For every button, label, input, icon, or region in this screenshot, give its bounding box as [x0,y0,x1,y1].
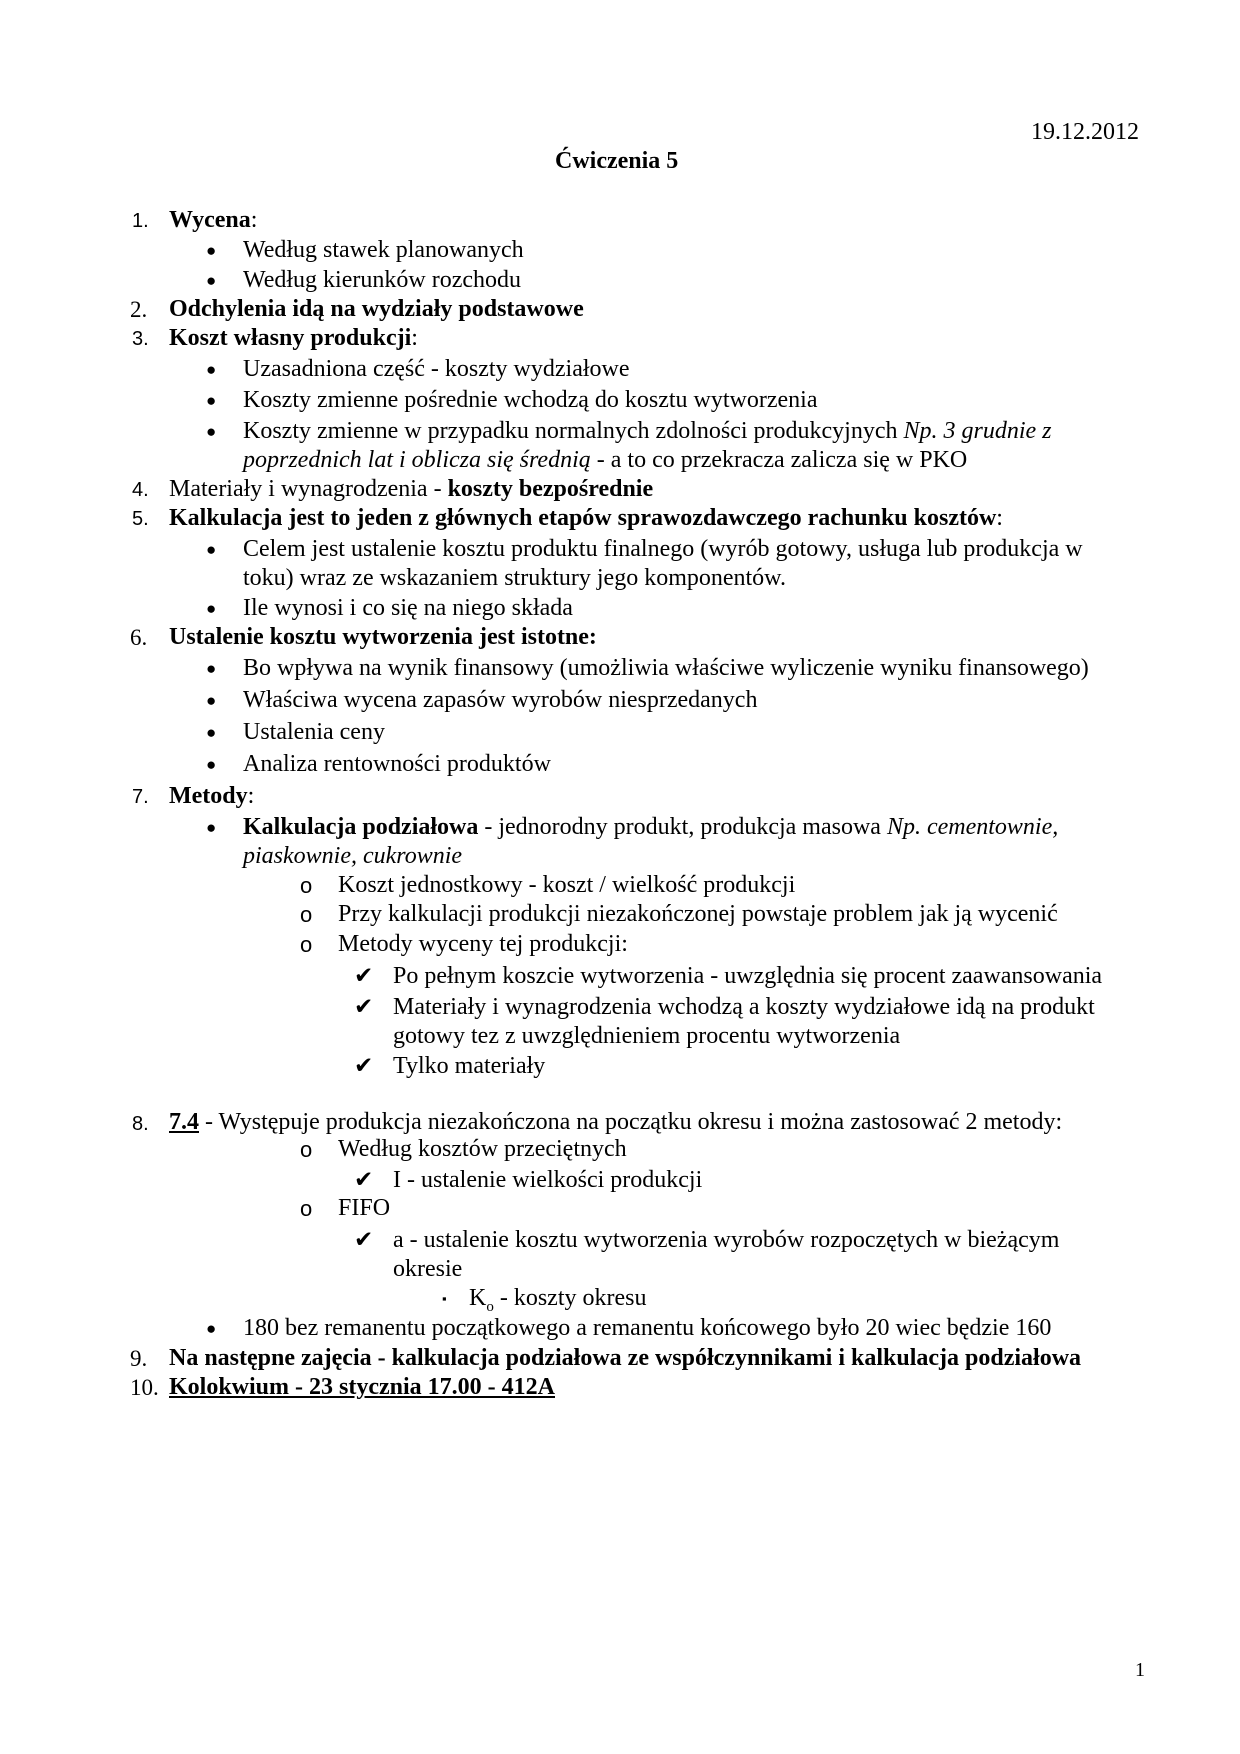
item3-heading: Koszt własny produkcji: [169,325,418,351]
check-icon: ✔ [354,1227,374,1252]
list-number-3: 3. [132,328,149,350]
sub-list-item: Według kosztów przeciętnych [338,1136,627,1162]
square-marker: ▪ [442,1291,447,1306]
sub-list-item: Koszt jednostkowy - koszt / wielkość produkcji [338,872,796,898]
item6-heading: Ustalenie kosztu wytworzenia jest istotne: [169,624,597,650]
bullet-marker: ● [206,659,217,678]
list-item: Uzasadniona część - koszty wydziałowe [243,356,630,382]
bullet-marker: ● [206,723,217,742]
list-number-4: 4. [132,479,149,501]
list-number-6: 6. [130,625,148,650]
circle-marker: o [300,1137,313,1162]
list-item-continuation: poprzednich lat i oblicza się średnią - a to co przekracza zalicza się w PKO [243,447,968,473]
check-list-item: Tylko materiały [393,1053,546,1079]
list-item-continuation: toku) wraz ze wskazaniem struktury jego komponentów. [243,565,786,591]
bullet-marker: ● [206,818,217,837]
page-number: 1 [1135,1659,1145,1681]
item5-heading: Kalkulacja jest to jeden z głównych etapów sprawozdawczego rachunku kosztów: [169,505,1003,531]
item8-text: 7.4 - Występuje produkcja niezakończona na początku okresu i można zastosować 2 metody: [169,1109,1063,1135]
bullet-marker: ● [206,599,217,618]
list-number-1: 1. [132,210,149,232]
item10-text: Kolokwium - 23 stycznia 17.00 - 412A [169,1374,555,1400]
item7-heading: Metody: [169,783,255,809]
bullet-marker: ● [206,540,217,559]
list-number-7: 7. [132,786,149,808]
check-list-item: Materiały i wynagrodzenia wchodzą a koszty wydziałowe idą na produkt [393,994,1095,1020]
list-item: Kalkulacja podziałowa - jednorodny produkt, produkcja masowa Np. cementownie, [243,814,1059,840]
bullet-marker: ● [206,360,217,379]
item1-heading: Wycena: [169,207,258,233]
list-number-8: 8. [132,1113,149,1135]
list-item: Ile wynosi i co się na niego składa [243,595,573,621]
item2-heading: Odchylenia idą na wydziały podstawowe [169,296,584,322]
list-item: Celem jest ustalenie kosztu produktu finalnego (wyrób gotowy, usługa lub produkcja w [243,536,1083,562]
sub-list-item: FIFO [338,1195,391,1221]
square-list-item: $K_o$ - koszty okresu [469,1285,647,1315]
bullet-marker: ● [206,755,217,774]
check-list-item-continuation: okresie [393,1256,463,1282]
section-link-7-4[interactable]: 7.4 [169,1109,199,1135]
list-item-continuation: piaskownie, cukrownie [243,843,463,869]
circle-marker: o [300,932,313,957]
list-item: Ustalenia ceny [243,719,385,745]
list-item: Analiza rentowności produktów [243,751,551,777]
sub-list-item: Metody wyceny tej produkcji: [338,931,628,957]
check-icon: ✔ [354,1053,374,1078]
circle-marker: o [300,1196,313,1221]
item9-text: Na następne zajęcia - kalkulacja podziałowa ze współczynnikami i kalkulacja podziałowa [169,1345,1082,1371]
page-title: Ćwiczenia 5 [555,148,679,174]
list-item: Właściwa wycena zapasów wyrobów niesprzedanych [243,687,758,713]
bullet-marker: ● [206,271,217,290]
date: 19.12.2012 [1031,119,1139,145]
bullet-marker: ● [206,422,217,441]
list-item: Koszty zmienne w przypadku normalnych zdolności produkcyjnych Np. 3 grudnie z [243,418,1052,444]
list-number-9: 9. [130,1346,148,1371]
list-number-5: 5. [132,508,149,530]
list-item: Według stawek planowanych [243,237,524,263]
item4-text: Materiały i wynagrodzenia - koszty bezpośrednie [169,476,654,502]
list-number-2: 2. [130,297,148,322]
bullet-marker: ● [206,691,217,710]
bullet-marker: ● [206,1319,217,1338]
check-icon: ✔ [354,963,374,988]
list-item: Według kierunków rozchodu [243,267,521,293]
check-list-item: I - ustalenie wielkości produkcji [393,1167,703,1193]
list-item: Bo wpływa na wynik finansowy (umożliwia właściwe wyliczenie wyniku finansowego) [243,655,1089,681]
bullet-marker: ● [206,241,217,260]
check-list-item: Po pełnym koszcie wytworzenia - uwzględnia się procent zaawansowania [393,963,1103,989]
list-item: Koszty zmienne pośrednie wchodzą do kosztu wytworzenia [243,387,818,413]
check-list-item: a - ustalenie kosztu wytworzenia wyrobów rozpoczętych w bieżącym [393,1227,1060,1253]
circle-marker: o [300,902,313,927]
check-icon: ✔ [354,1167,374,1192]
check-list-item-continuation: gotowy tez z uwzględnieniem procentu wytworzenia [393,1023,901,1049]
bullet-marker: ● [206,391,217,410]
circle-marker: o [300,873,313,898]
check-icon: ✔ [354,994,374,1019]
list-number-10: 10. [130,1375,159,1400]
sub-list-item: Przy kalkulacji produkcji niezakończonej powstaje problem jak ją wycenić [338,901,1058,927]
list-item: 180 bez remanentu początkowego a remanentu końcowego było 20 wiec będzie 160 [243,1315,1052,1341]
